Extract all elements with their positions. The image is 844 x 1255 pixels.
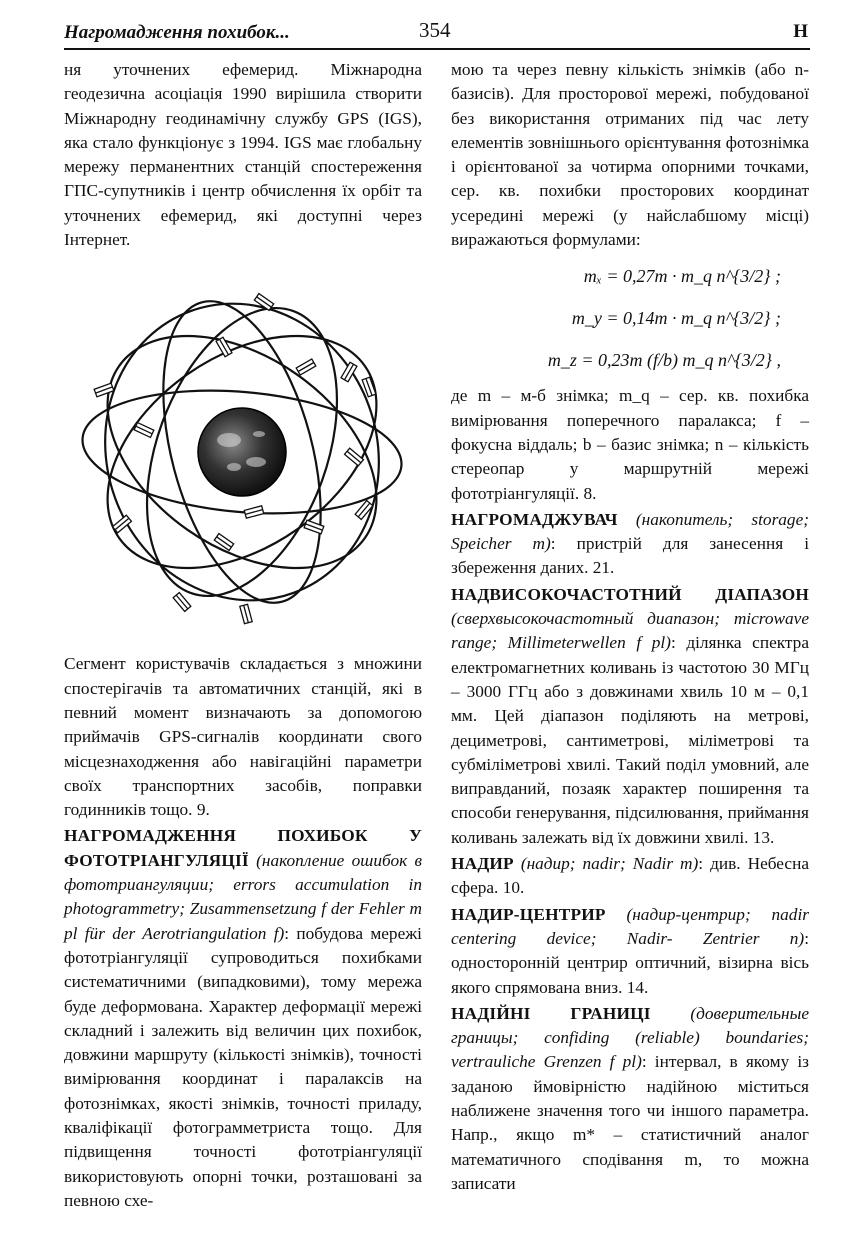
entry-term: НАДІЙНІ ГРАНИЦІ xyxy=(451,1003,651,1023)
entry-body: : інтервал, в якому із заданою ймовірністю надійною міститься наближене значення того чи іншого параметра. Напр., якщо m* – статистичний аналог математичного сподівання m, то можна записати xyxy=(451,1052,809,1193)
formula-my: m_y = 0,14m · m_q n^{3/2} ; xyxy=(571,308,781,329)
earth-globe xyxy=(198,408,286,496)
formula-mx: mₓ = 0,27m · m_q n^{3/2} ; xyxy=(583,266,781,287)
running-header xyxy=(64,18,810,50)
entry-body: : див. Небесна сфера. 10. xyxy=(451,854,809,898)
running-title: Нагромадження похибок... xyxy=(64,22,290,43)
entry-term: НАДИР xyxy=(451,854,514,874)
entry-term: НАДВИСОКОЧАСТОТНИЙ ДІАПАЗОН xyxy=(451,584,809,604)
entry-body: : побудова мережі фототріангуляції супроводиться похибками систематичними (випадковими), тому мережа буде деформована. Характер деформації мережі складний і залежить від величин цих похибок, довжини маршруту (кількості знімків), точності вимірювання координат і паралаксів на фотознімках, якості знімків, точності приладу, кваліфікації фотограмметриста тощо. Для підвищення точності фототріангуляції використовують опорні точки, розташовані за певною схе- xyxy=(64,923,422,1210)
entry-translations: (надир-центрир; nadir centering device; Nadir- Zentrier n) xyxy=(451,904,809,948)
right-column xyxy=(451,58,809,1196)
page-number: 354 xyxy=(419,18,451,42)
entry-nadir xyxy=(451,852,809,901)
entry-accumulation-errors xyxy=(64,824,422,1213)
entry-translations: (надир; nadir; Nadir m) xyxy=(520,854,699,874)
formula-mz: m_z = 0,23m (f/b) m_q n^{3/2} , xyxy=(547,350,781,371)
entry-accumulator xyxy=(451,508,809,581)
entry-nadir-centering xyxy=(451,903,809,1000)
entry-confidence-bounds xyxy=(451,1002,809,1196)
entry-term: НАГРОМАДЖУВАЧ xyxy=(451,509,618,529)
entry-body: : пристрій для занесення і збереження даних. 21. xyxy=(451,534,810,578)
paragraph-formula-legend: де m – м-б знімка; m_q – сер. кв. похибка вимірювання поперечного паралакса; f – фокусна віддаль; b – базис знімка; n – кількість стереопар у маршрутній мережі фототріангуляції. 8. xyxy=(451,386,809,503)
entry-microwave-range xyxy=(451,583,809,850)
paragraph-continued: ня уточнених ефемерид. Міжнародна геодезична асоціація 1990 вирішила створити Міжнародну геодинамічну службу GPS (IGS), яка стало функціонує з 1994. IGS має глобальну мережу перманентних станцій спостереження ГПС-супутників і центр обчислення їх орбіт та уточнених ефемерид, які доступні через Інтернет. xyxy=(64,60,422,250)
gps-satellite-orbits-figure xyxy=(64,262,422,642)
entry-translations: (накопление ошибок в фототриангуляции; errors accumulation in photogrammetry; Zusammensetzung f der Fehler m pl für der Aerotriangulation f) xyxy=(64,850,422,943)
entry-translations: (доверительные границы; confiding (reliable) boundaries; vertrauliche Grenzen f pl) xyxy=(451,1003,809,1072)
entry-translations: (сверхвысокочастотный диапазон; microwave range; Millimeterwellen f pl) xyxy=(451,609,809,653)
section-letter: Н xyxy=(793,21,808,42)
entry-term: НАДИР-ЦЕНТРИР xyxy=(451,904,606,924)
paragraph-user-segment: Сегмент користувачів складається з множини спостерігачів та автоматичних станцій, які в певний момент визначають за допомогою приймачів GPS-сигналів координати свого місцезнаходження або навігаційні параметри своїх транспортних засобів, поправки годинників тощо. 9. xyxy=(64,654,422,820)
entry-body: : односторонній центрир оптичний, візирна вісь якого спрямована вниз. 14. xyxy=(451,928,809,997)
entry-body: : ділянка спектра електромагнетних коливань із частотою 30 МГц – 3000 ГГц або з довжинами хвиль 10 м – 0,1 мм. Цей діапазон поділяють на метрові, дециметрові, сантиметрові, міліметрові та субміліметрові хвилі. Такий поділ умовний, але виправданий, позаяк характер поширення та способи генерування, підсилювання, приймання коливань залежать від їх довжини хвилі. 13. xyxy=(451,633,809,847)
entry-term: НАГРОМАДЖЕННЯ ПОХИБОК У ФОТОТРІАНГУЛЯЦІЇ xyxy=(64,826,422,870)
orbits-illustration xyxy=(64,262,422,642)
paragraph-continued-right: мою та через певну кількість знімків (або n-базисів). Для просторової мережі, побудованої без використання отриманих під час лету елементів зовнішнього орієнтування фотознімка і орієнтованої за чотирма опорними точками, сер. кв. похибки просторових координат усередині мережі (у найслабшому місці) виражаються формулами: xyxy=(451,60,809,250)
entry-translations: (накопитель; storage; Speicher m) xyxy=(451,509,809,554)
left-column xyxy=(64,58,422,1213)
